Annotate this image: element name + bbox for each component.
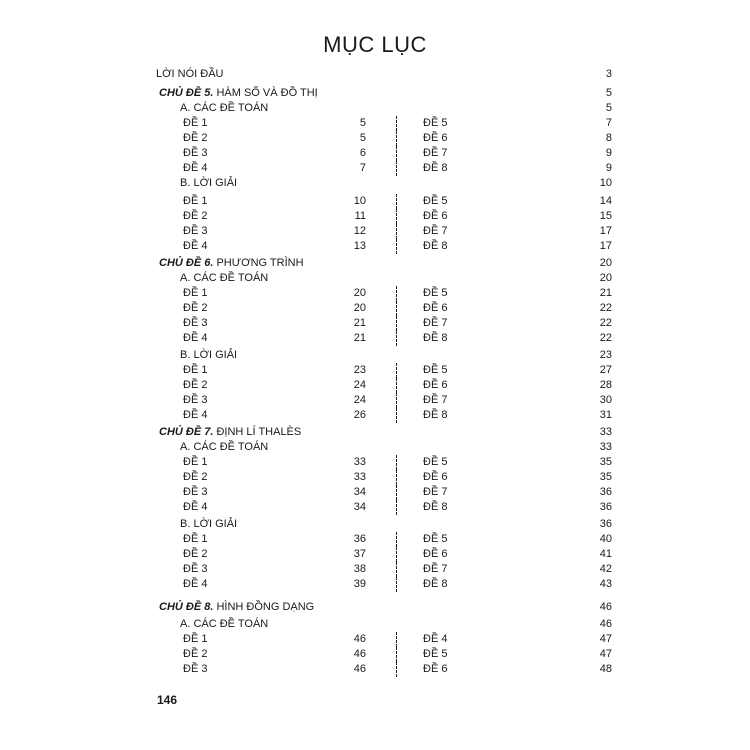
section-title: A. CÁC ĐỀ TOÁN [180, 102, 269, 114]
dashed-separator [396, 470, 397, 485]
chapter-name: ĐỊNH LÍ THALÈS [213, 426, 302, 438]
exam-label-right: ĐỀ 5 [423, 195, 448, 207]
exam-label-left: ĐỀ 3 [183, 663, 208, 675]
exam-label-right: ĐỀ 7 [423, 147, 448, 159]
page-ref: 7 [605, 117, 612, 129]
exam-page-left: 33 [353, 456, 366, 468]
toc-section-row [0, 517, 750, 532]
exam-page-left: 20 [353, 287, 366, 299]
exam-label-left: ĐỀ 4 [183, 578, 208, 590]
dashed-separator [396, 532, 397, 547]
chapter-prefix: CHỦ ĐỀ 7. [159, 426, 214, 438]
exam-page-left: 34 [353, 486, 366, 498]
chapter-title [159, 600, 314, 615]
toc-item-row [0, 378, 750, 393]
dashed-separator [396, 331, 397, 346]
exam-label-left: ĐỀ 3 [183, 394, 208, 406]
exam-label-left: ĐỀ 1 [183, 195, 208, 207]
section-title: A. CÁC ĐỀ TOÁN [180, 272, 269, 284]
page-ref: 46 [599, 618, 612, 630]
dashed-separator [396, 378, 397, 393]
page-ref: 28 [599, 379, 612, 391]
exam-label-left: ĐỀ 1 [183, 633, 208, 645]
dashed-separator [396, 286, 397, 301]
page-ref: 43 [599, 578, 612, 590]
chapter-name: HÌNH ĐỒNG DẠNG [213, 601, 315, 613]
exam-label-left: ĐỀ 3 [183, 225, 208, 237]
exam-page-left: 5 [359, 117, 366, 129]
page-ref: 40 [599, 533, 612, 545]
section-title: B. LỜI GIẢI [180, 349, 238, 361]
exam-label-right: ĐỀ 6 [423, 210, 448, 222]
page-ref: 9 [605, 162, 612, 174]
exam-page-left: 33 [353, 471, 366, 483]
toc-item-row [0, 500, 750, 515]
exam-label-left: ĐỀ 2 [183, 132, 208, 144]
page-ref: 41 [599, 548, 612, 560]
toc-item-row [0, 316, 750, 331]
page-ref: 22 [599, 332, 612, 344]
toc-chapter-row [0, 86, 750, 101]
dashed-separator [396, 363, 397, 378]
exam-page-left: 38 [353, 563, 366, 575]
exam-label-left: ĐỀ 1 [183, 117, 208, 129]
toc-item-row [0, 161, 750, 176]
exam-label-left: ĐỀ 1 [183, 456, 208, 468]
exam-label-right: ĐỀ 5 [423, 117, 448, 129]
exam-label-left: ĐỀ 3 [183, 147, 208, 159]
exam-page-left: 20 [353, 302, 366, 314]
toc-item-row [0, 116, 750, 131]
exam-label-right: ĐỀ 5 [423, 648, 448, 660]
exam-page-left: 11 [354, 210, 366, 222]
page-ref: 5 [605, 102, 612, 114]
toc-item-row [0, 363, 750, 378]
page-ref: 14 [599, 195, 612, 207]
toc-item-row [0, 455, 750, 470]
toc-section-row [0, 348, 750, 363]
toc-item-row [0, 408, 750, 423]
chapter-prefix: CHỦ ĐỀ 8. [159, 601, 214, 613]
toc-item-row [0, 131, 750, 146]
toc-item-row [0, 194, 750, 209]
toc-chapter-row [0, 425, 750, 440]
page-ref: 21 [599, 287, 612, 299]
exam-page-left: 37 [353, 548, 366, 560]
exam-label-left: ĐỀ 4 [183, 409, 208, 421]
page-ref: 48 [599, 663, 612, 675]
page-ref: 33 [599, 426, 612, 438]
page-ref: 22 [599, 317, 612, 329]
exam-label-left: ĐỀ 1 [183, 364, 208, 376]
exam-label-right: ĐỀ 6 [423, 548, 448, 560]
dashed-separator [396, 316, 397, 331]
page-ref: 35 [599, 456, 612, 468]
exam-label-right: ĐỀ 5 [423, 456, 448, 468]
exam-page-left: 21 [353, 317, 366, 329]
exam-label-left: ĐỀ 2 [183, 548, 208, 560]
exam-label-right: ĐỀ 8 [423, 240, 448, 252]
exam-label-right: ĐỀ 8 [423, 409, 448, 421]
exam-label-right: ĐỀ 8 [423, 332, 448, 344]
exam-label-left: ĐỀ 4 [183, 501, 208, 513]
exam-label-left: ĐỀ 2 [183, 648, 208, 660]
exam-label-right: ĐỀ 4 [423, 633, 448, 645]
page-ref: 36 [599, 518, 612, 530]
page-ref: 22 [599, 302, 612, 314]
toc-item-row [0, 662, 750, 677]
page-ref: 20 [599, 257, 612, 269]
exam-page-left: 12 [353, 225, 366, 237]
exam-label-right: ĐỀ 7 [423, 317, 448, 329]
dashed-separator [396, 301, 397, 316]
exam-label-left: ĐỀ 2 [183, 302, 208, 314]
section-title: A. CÁC ĐỀ TOÁN [180, 441, 269, 453]
page-ref: 23 [599, 349, 612, 361]
toc-item-row [0, 470, 750, 485]
exam-label-left: ĐỀ 2 [183, 379, 208, 391]
page-ref: 46 [599, 601, 612, 613]
exam-page-left: 39 [353, 578, 366, 590]
exam-label-left: ĐỀ 2 [183, 471, 208, 483]
exam-label-right: ĐỀ 5 [423, 364, 448, 376]
toc-section-row [0, 176, 750, 191]
page-ref: 42 [599, 563, 612, 575]
toc-item-row [0, 632, 750, 647]
exam-label-right: ĐỀ 6 [423, 379, 448, 391]
dashed-separator [396, 224, 397, 239]
dashed-separator [396, 146, 397, 161]
dashed-separator [396, 239, 397, 254]
exam-page-left: 7 [359, 162, 366, 174]
page-ref: 33 [599, 441, 612, 453]
page-ref: 17 [599, 240, 612, 252]
exam-page-left: 46 [353, 663, 366, 675]
dashed-separator [396, 632, 397, 647]
page-ref: 3 [605, 68, 612, 80]
exam-page-left: 24 [353, 394, 366, 406]
page-title: MỤC LỤC [323, 32, 427, 57]
toc-item-row [0, 577, 750, 592]
page-ref: 47 [599, 648, 612, 660]
toc-item-row [0, 562, 750, 577]
page-ref: 31 [599, 409, 612, 421]
toc-section-row [0, 101, 750, 116]
dashed-separator [396, 209, 397, 224]
exam-page-left: 34 [353, 501, 366, 513]
page-ref: 15 [599, 210, 612, 222]
toc-item-row [0, 331, 750, 346]
exam-label-left: ĐỀ 3 [183, 317, 208, 329]
exam-label-right: ĐỀ 8 [423, 162, 448, 174]
chapter-prefix: CHỦ ĐỀ 6. [159, 257, 214, 269]
exam-page-left: 6 [359, 147, 366, 159]
chapter-name: HÀM SỐ VÀ ĐỒ THỊ [213, 87, 318, 99]
exam-page-left: 21 [353, 332, 366, 344]
chapter-title [159, 425, 301, 440]
dashed-separator [396, 194, 397, 209]
toc-item-row [0, 224, 750, 239]
page-ref: 8 [605, 132, 612, 144]
dashed-separator [396, 131, 397, 146]
toc-section-row [0, 440, 750, 455]
page-ref: 20 [599, 272, 612, 284]
dashed-separator [396, 408, 397, 423]
section-title: B. LỜI GIẢI [180, 177, 238, 189]
toc-item-row [0, 209, 750, 224]
dashed-separator [396, 662, 397, 677]
exam-label-right: ĐỀ 6 [423, 302, 448, 314]
exam-page-left: 46 [353, 633, 366, 645]
exam-label-left: ĐỀ 1 [183, 533, 208, 545]
exam-page-left: 46 [353, 648, 366, 660]
dashed-separator [396, 455, 397, 470]
page-ref: 36 [599, 501, 612, 513]
exam-label-right: ĐỀ 5 [423, 287, 448, 299]
page-ref: 27 [599, 364, 612, 376]
exam-label-right: ĐỀ 7 [423, 486, 448, 498]
toc-item-row [0, 239, 750, 254]
exam-label-right: ĐỀ 6 [423, 663, 448, 675]
exam-label-right: ĐỀ 8 [423, 501, 448, 513]
dashed-separator [396, 485, 397, 500]
toc-item-row [0, 146, 750, 161]
page-ref: 5 [605, 87, 612, 99]
exam-label-left: ĐỀ 4 [183, 332, 208, 344]
exam-label-left: ĐỀ 3 [183, 563, 208, 575]
exam-page-left: 10 [353, 195, 366, 207]
section-title: B. LỜI GIẢI [180, 518, 238, 530]
exam-page-left: 13 [353, 240, 366, 252]
toc-item-row [0, 647, 750, 662]
page-ref: 30 [599, 394, 612, 406]
exam-page-left: 24 [353, 379, 366, 391]
exam-label-left: ĐỀ 4 [183, 240, 208, 252]
toc-chapter-row [0, 600, 750, 615]
section-title: A. CÁC ĐỀ TOÁN [180, 618, 269, 630]
chapter-title [159, 256, 304, 271]
dashed-separator [396, 161, 397, 176]
toc-section-row [0, 617, 750, 632]
dashed-separator [396, 647, 397, 662]
chapter-title [159, 86, 318, 101]
dashed-separator [396, 577, 397, 592]
exam-label-left: ĐỀ 1 [183, 287, 208, 299]
dashed-separator [396, 393, 397, 408]
exam-label-left: ĐỀ 3 [183, 486, 208, 498]
dashed-separator [396, 547, 397, 562]
exam-label-right: ĐỀ 7 [423, 225, 448, 237]
chapter-prefix: CHỦ ĐỀ 5. [159, 87, 214, 99]
exam-label-right: ĐỀ 5 [423, 533, 448, 545]
page-ref: 36 [599, 486, 612, 498]
exam-page-left: 5 [359, 132, 366, 144]
exam-label-right: ĐỀ 6 [423, 471, 448, 483]
chapter-name: PHƯƠNG TRÌNH [213, 257, 304, 269]
toc-item-row [0, 301, 750, 316]
toc-item-row [0, 485, 750, 500]
exam-label-left: ĐỀ 4 [183, 162, 208, 174]
toc-section-row [0, 271, 750, 286]
page-number: 146 [157, 693, 178, 707]
exam-label-right: ĐỀ 6 [423, 132, 448, 144]
exam-label-left: ĐỀ 2 [183, 210, 208, 222]
exam-label-right: ĐỀ 7 [423, 394, 448, 406]
toc-chapter-row [0, 256, 750, 271]
dashed-separator [396, 116, 397, 131]
intro-title: LỜI NÓI ĐẦU [156, 68, 224, 80]
toc-intro-row [0, 67, 750, 82]
dashed-separator [396, 500, 397, 515]
exam-page-left: 26 [353, 409, 366, 421]
page-ref: 17 [599, 225, 612, 237]
toc-item-row [0, 286, 750, 301]
page-ref: 47 [599, 633, 612, 645]
toc-item-row [0, 532, 750, 547]
toc-item-row [0, 393, 750, 408]
page-ref: 10 [599, 177, 612, 189]
exam-page-left: 23 [353, 364, 366, 376]
exam-label-right: ĐỀ 7 [423, 563, 448, 575]
toc-item-row [0, 547, 750, 562]
exam-page-left: 36 [353, 533, 366, 545]
exam-label-right: ĐỀ 8 [423, 578, 448, 590]
page-ref: 35 [599, 471, 612, 483]
page-ref: 9 [605, 147, 612, 159]
dashed-separator [396, 562, 397, 577]
